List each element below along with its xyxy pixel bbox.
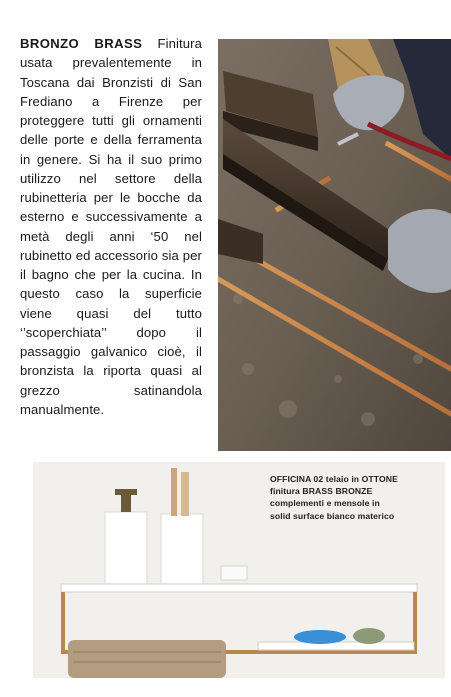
caption-line-4: solid surface bianco materico: [270, 510, 395, 521]
caption-line-2: finitura BRASS BRONZE: [270, 486, 373, 497]
caption-line-3: complementi e mensole in: [270, 498, 380, 509]
article-body: Finitura usata prevalentemente in Toscana dai Bronzisti di San Frediano a Firenze per proteggere tutti gli ornamenti delle porte e della ferramenta in genere. Si ha il suo primo utilizzo nel settore della rubinetteria per le bocche da esterno e successivamente a metà degli anni ‘50 nel rubinetto ed accessorio sia per il bagno che per la cucina. In questo caso la superficie viene quasi del tutto ‘’scoperchiata’’ dopo il passaggio galvanico cioè, il bronzista la riporta quasi al grezzo satinandola manualmente.: [20, 36, 202, 417]
artisan-workshop-photo: [218, 39, 451, 451]
article-text: [20, 34, 202, 419]
caption-line-1: OFFICINA 02 telaio in OTTONE: [270, 474, 398, 484]
article-lead: BRONZO BRASS: [20, 36, 158, 51]
product-caption: [270, 473, 420, 522]
artisan-workshop-illustration: [218, 39, 451, 451]
